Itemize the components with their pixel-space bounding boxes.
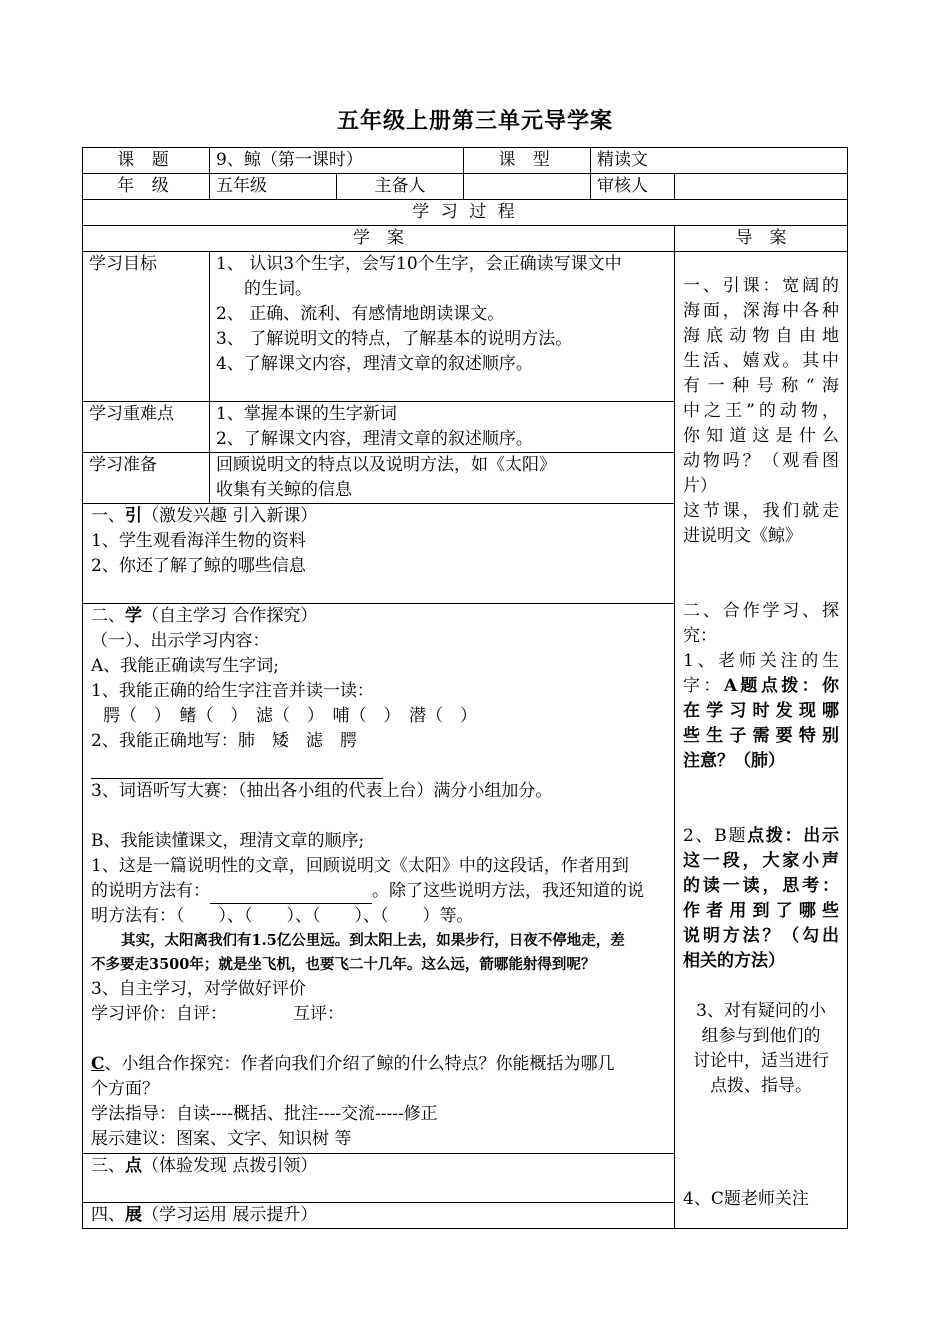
guide-bold: 这一段，大家小声: [683, 851, 840, 871]
process-title: 学 习 过 程: [83, 200, 848, 226]
reviewer-value: [675, 174, 848, 200]
guide-bold: 些生子需要特别: [683, 726, 840, 746]
daoan-header: 导 案: [675, 226, 848, 252]
grade-value: 五年级: [210, 174, 337, 200]
section-head: 四、: [91, 1205, 125, 1225]
lesson-type-value: 精读文: [591, 148, 848, 174]
section-head-bold: 引: [125, 506, 142, 526]
goal-item: 1、 认识3个生字，会写10个生字，会正确读写课文中: [216, 254, 622, 274]
guide-line: 1、老师关注的生: [683, 651, 840, 671]
blank-line: [91, 756, 383, 779]
goal-item: 4、了解课文内容，理清文章的叙述顺序。: [216, 354, 533, 374]
section-line: 3、自主学习，对学做好评价: [91, 979, 306, 999]
guide-line: 一、引课：宽阔的: [683, 276, 840, 296]
guide-line: 字：: [683, 676, 724, 696]
guide-line: 4、C题老师关注: [683, 1189, 809, 1209]
guide-c: [683, 999, 839, 1099]
lesson-plan-table: [82, 147, 848, 1229]
guide-line: 海底动物自由地: [683, 326, 840, 346]
guide-line: 讨论中，适当进行: [693, 1051, 830, 1071]
guide-line: 片）: [683, 476, 718, 496]
guide-column: [675, 252, 848, 1229]
section-head: （自主学习 合作探究）: [142, 606, 318, 626]
section-item: 2、你还了解了鲸的哪些信息: [91, 556, 306, 576]
section-line: 3、词语听写大赛：（抽出各小组的代表上台）满分小组加分。: [91, 781, 553, 801]
header-row-1: [83, 148, 848, 174]
section-c-label: C: [91, 1054, 105, 1074]
section-line: 、小组合作探究：作者向我们介绍了鲸的什么特点？你能概括为哪几: [104, 1054, 615, 1074]
guide-bold: 注意？（肺）: [683, 751, 786, 771]
section-line: （一）、出示学习内容：: [91, 631, 270, 651]
column-head-row: [83, 226, 848, 252]
guide-line: 3、对有疑问的小: [696, 1001, 826, 1021]
xuean-header: 学 案: [83, 226, 675, 252]
guide-bold: 的读一读，思考：: [683, 876, 840, 896]
guide-line: 究：: [683, 626, 718, 646]
blank-line: [210, 883, 372, 904]
quote-text: 其实，太阳离我们有1.5亿公里远。到太阳上去，如果步行，日夜不停地走，差: [121, 932, 625, 949]
section-intro: [83, 504, 675, 604]
prep-content: [210, 453, 675, 504]
guide-line: 组参与到他们的: [701, 1026, 821, 1046]
goals-content: [210, 252, 675, 402]
goal-item: 3、 了解说明文的特点，了解基本的说明方法。: [216, 329, 573, 349]
guide-intro: [683, 274, 839, 549]
reviewer-label: 审核人: [591, 174, 675, 200]
guide-cooperate: [683, 599, 839, 774]
keypoint-item: 2、了解课文内容，理清文章的叙述顺序。: [216, 429, 533, 449]
section-line: 1、这是一篇说明性的文章，回顾说明文《太阳》中的这段话，作者用到: [91, 856, 629, 876]
keypoint-item: 1、掌握本课的生字新词: [216, 404, 397, 424]
prep-item: 收集有关鲸的信息: [216, 480, 352, 500]
pinyin-exercise: 腭（ ） 鳍（ ） 滤（ ） 哺（ ） 潜（ ）: [103, 706, 477, 726]
guide-bold: A题点拨：你: [723, 676, 840, 696]
section-head: 二、: [91, 606, 125, 626]
guide-bold: 点拨：出示: [747, 826, 840, 846]
guide-line: 2、B题: [683, 826, 748, 846]
keypoints-content: [210, 402, 675, 453]
section-head: （学习运用 展示提升）: [142, 1205, 318, 1225]
section-head: （激发兴趣 引入新课）: [142, 506, 318, 526]
lesson-type-label: 课 型: [464, 148, 591, 174]
prep-item: 回顾说明文的特点以及说明方法，如《太阳》: [216, 455, 556, 475]
section-head-bold: 学: [125, 606, 142, 626]
section-line: A、我能正确读写生字词;: [91, 656, 280, 676]
guide-bold: 在学习时发现哪: [683, 701, 840, 721]
guide-bold: 说明方法？（勾出: [683, 926, 840, 946]
section-show: [83, 1203, 675, 1229]
section-line: B、我能读懂课文，理清文章的顺序;: [91, 831, 365, 851]
section-head: 一、: [91, 506, 125, 526]
keypoints-label: 学习重难点: [83, 402, 210, 453]
peer-eval: 互评：: [293, 1004, 344, 1024]
goals-label: 学习目标: [83, 252, 210, 402]
preparer-label: 主备人: [337, 174, 464, 200]
preparer-value: [464, 174, 591, 200]
section-point: [83, 1154, 675, 1203]
guide-line: 这节课，我们就走: [683, 501, 840, 521]
guide-bold: 作者用到了哪些: [683, 901, 840, 921]
goal-item: 的生词。: [244, 279, 312, 299]
section-head: 三、: [91, 1156, 125, 1176]
guide-line: 动物吗？（观看图: [683, 451, 840, 471]
guide-line: 海面，深海中各种: [683, 301, 840, 321]
prep-label: 学习准备: [83, 453, 210, 504]
guide-b: [683, 824, 839, 974]
guide-line: 有一种号称“海: [683, 376, 840, 396]
goals-row: [83, 252, 848, 402]
section-line: 个方面？: [91, 1079, 159, 1099]
section-head: （体验发现 点拨引领）: [142, 1156, 318, 1176]
guide-line: 点拨、指导。: [710, 1076, 813, 1096]
section-item: 1、学生观看海洋生物的资料: [91, 531, 306, 551]
section-line: 明方法有：（ ）、（ ）、（ ）、（ ）等。: [91, 906, 474, 926]
section-line: 学法指导：自读----概括、批注----交流-----修正: [91, 1104, 438, 1124]
page-title: 五年级上册第三单元导学案: [336, 108, 613, 134]
guide-line: 二、合作学习、探: [683, 601, 840, 621]
quote-text: 不多要走3500年；就是坐飞机，也要飞二十几年。这么远，箭哪能射得到呢？: [91, 956, 596, 973]
guide-d: [683, 1187, 839, 1212]
guide-line: 中之王”的动物，: [683, 401, 840, 421]
section-learn: [83, 604, 675, 1154]
guide-line: 你知道这是什么: [683, 426, 840, 446]
guide-line: 进说明文《鲸》: [683, 526, 803, 546]
self-eval: 学习评价：自评：: [91, 1004, 227, 1024]
process-row: [83, 200, 848, 226]
section-line: 1、我能正确的给生字注音并读一读：: [91, 681, 374, 701]
guide-bold: 相关的方法）: [683, 951, 786, 971]
grade-label: 年 级: [83, 174, 210, 200]
header-row-2: [83, 174, 848, 200]
topic-label: 课 题: [83, 148, 210, 174]
section-line: 的说明方法有：: [91, 881, 210, 901]
topic-value: 9、鲸（第一课时）: [210, 148, 464, 174]
goal-item: 2、 正确、流利、有感情地朗读课文。: [216, 304, 505, 324]
section-line: 。除了这些说明方法，我还知道的说: [372, 881, 644, 901]
section-head-bold: 展: [125, 1205, 142, 1225]
section-head-bold: 点: [125, 1156, 142, 1176]
guide-line: 生活、嬉戏。其中: [683, 351, 840, 371]
writing-exercise: 2、我能正确地写：肺 矮 滤 腭: [91, 731, 357, 751]
section-line: 展示建议：图案、文字、知识树 等: [91, 1129, 352, 1149]
